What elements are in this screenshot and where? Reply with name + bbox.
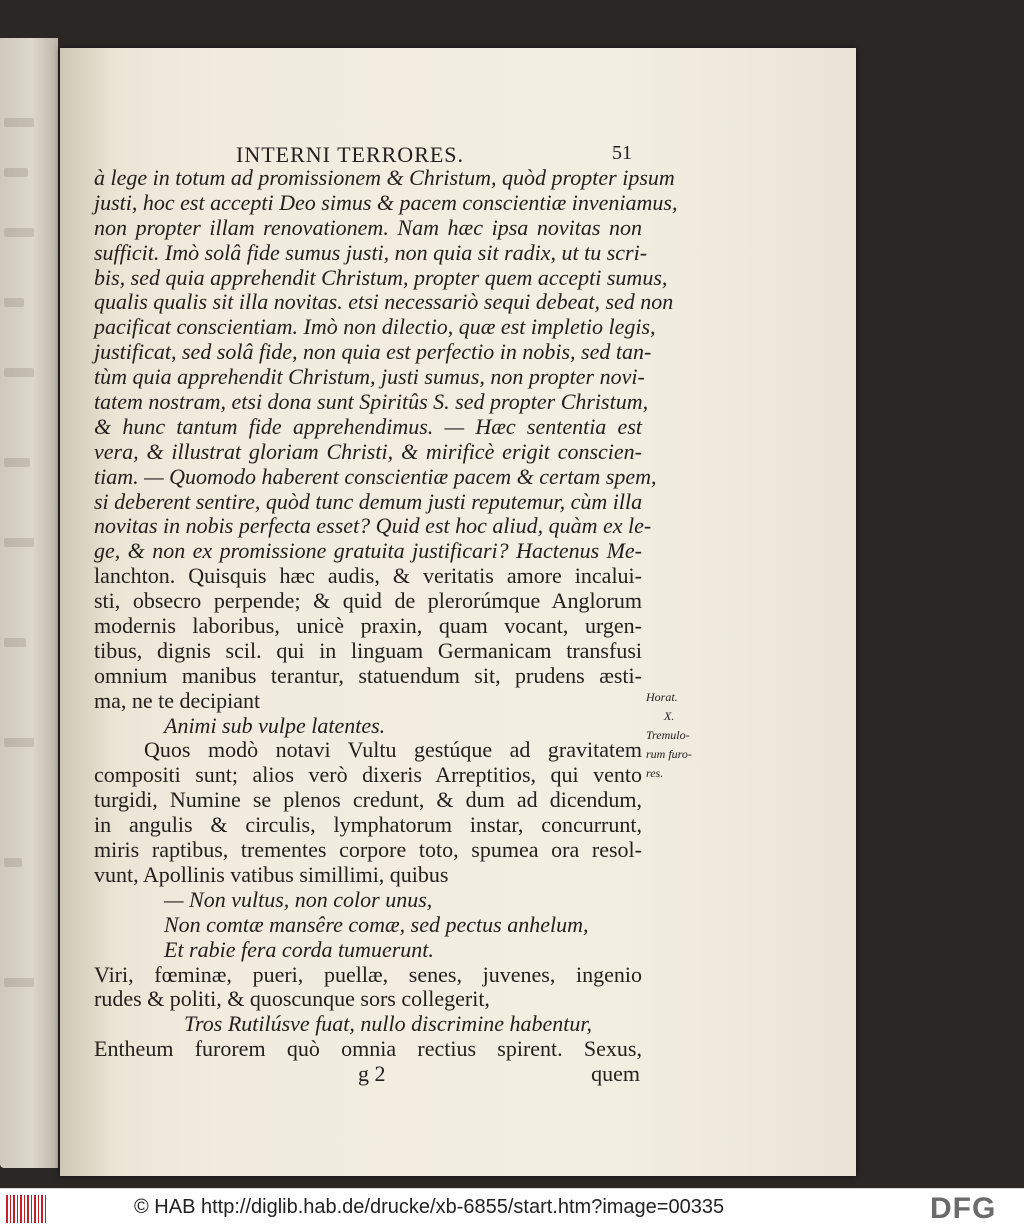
marginal-line: X. <box>664 709 675 723</box>
verse-line: Non comtæ mansêre comæ, sed pectus anhelum, <box>164 911 589 937</box>
catchword: quem <box>591 1061 640 1087</box>
verse-line: Et rabie fera corda tumuerunt. <box>164 936 434 962</box>
marginal-line: res. <box>646 766 664 780</box>
text-line: pacificat conscientiam. Imò non dilectio, quæ est impletio legis, <box>94 314 656 340</box>
text-line: sti, obsecro perpende; & quid de plerorúmque Anglorum <box>94 588 642 614</box>
text-line: qualis qualis sit illa novitas. etsi necessariò sequi debeat, sed non <box>94 289 674 315</box>
text-line: justificat, sed solâ fide, non quia est perfectio in nobis, sed tan- <box>94 339 652 365</box>
text-line: Quos modò notavi Vultu gestúque ad gravitatem <box>144 737 642 763</box>
marginal-line: rum furo- <box>646 747 692 761</box>
text-line: rudes & politi, & quoscunque sors collegerit, <box>94 986 490 1012</box>
text-line: Viri, fœminæ, pueri, puellæ, senes, juvenes, ingenio <box>94 961 642 987</box>
text-line: omnium manibus terantur, statuendum sit, prudens æsti- <box>94 662 642 688</box>
text-line: vunt, Apollinis vatibus simillimi, quibus <box>94 861 449 887</box>
text-line: in angulis & circulis, lymphatorum instar, concurrunt, <box>94 812 642 838</box>
text-line: justi, hoc est accepti Deo simus & pacem conscientiæ inveniamus, <box>94 189 678 215</box>
text-line: compositi sunt; alios verò dixeris Arreptitios, qui vento <box>94 762 642 788</box>
binding-shadow <box>0 0 60 40</box>
verse-line: Animi sub vulpe latentes. <box>164 712 386 738</box>
text-line: bis, sed quia apprehendit Christum, propter quem accepti sumus, <box>94 264 668 290</box>
page-number: 51 <box>612 142 632 164</box>
text-line: ge, & non ex promissione gratuita justificari? Hactenus Me- <box>94 538 642 564</box>
text-line: tùm quia apprehendit Christum, justi sumus, non propter novi- <box>94 364 645 390</box>
text-line: tiam. — Quomodo haberent conscientiæ pacem & certam spem, <box>94 463 657 489</box>
signature-line <box>94 1062 642 1087</box>
text-line: novitas in nobis perfecta esset? Quid est hoc aliud, quàm ex le- <box>94 513 652 539</box>
text-line: à lege in totum ad promissionem & Christum, quòd propter ipsum <box>94 165 675 190</box>
marginal-line: Tremulo- <box>646 728 690 742</box>
text-line: sufficit. Imò solâ fide sumus justi, non quia sit radix, ut tu scri- <box>94 239 648 265</box>
verse-line: — Non vultus, non color unus, <box>164 886 433 912</box>
dfg-logo[interactable]: DFG <box>930 1192 997 1225</box>
text-line: si deberent sentire, quòd tunc demum justi reputemur, cùm illa <box>94 488 643 514</box>
text-line: modernis laboribus, unicè praxin, quam vocant, urgen- <box>94 613 642 639</box>
copyright-link[interactable]: © HAB http://diglib.hab.de/drucke/xb-6855/start.htm?image=00335 <box>134 1196 725 1218</box>
text-line: non propter illam renovationem. Nam hæc ipsa novitas non <box>94 214 642 240</box>
marginal-note <box>646 688 716 783</box>
marginal-line: Horat. <box>646 690 678 704</box>
text-line: Entheum furorem quò omnia rectius spirent. Sexus, <box>94 1036 642 1062</box>
barcode-icon <box>6 1195 46 1223</box>
running-head: INTERNI TERRORES. <box>236 142 465 167</box>
text-line: tatem nostram, etsi dona sunt Spiritûs S. sed propter Christum, <box>94 389 649 415</box>
text-line: turgidi, Numine se plenos credunt, & dum ad dicendum, <box>94 787 642 813</box>
text-line: miris raptibus, trementes corpore toto, spumea ora resol- <box>94 837 642 863</box>
text-line: lanchton. Quisquis hæc audis, & veritatis amore incalui- <box>94 563 642 589</box>
signature-mark: g 2 <box>358 1061 386 1087</box>
text-line: tibus, dignis scil. qui in linguam Germanicam transfusi <box>94 637 642 663</box>
verse-line: Tros Rutilúsve fuat, nullo discrimine habentur, <box>184 1011 593 1037</box>
text-line: & hunc tantum fide apprehendimus. — Hæc sententia est <box>94 413 642 439</box>
previous-page-edge <box>0 38 58 1168</box>
text-line: vera, & illustrat gloriam Christi, & mirificè erigit conscien- <box>94 438 642 464</box>
text-line: ma, ne te decipiant <box>94 687 261 713</box>
